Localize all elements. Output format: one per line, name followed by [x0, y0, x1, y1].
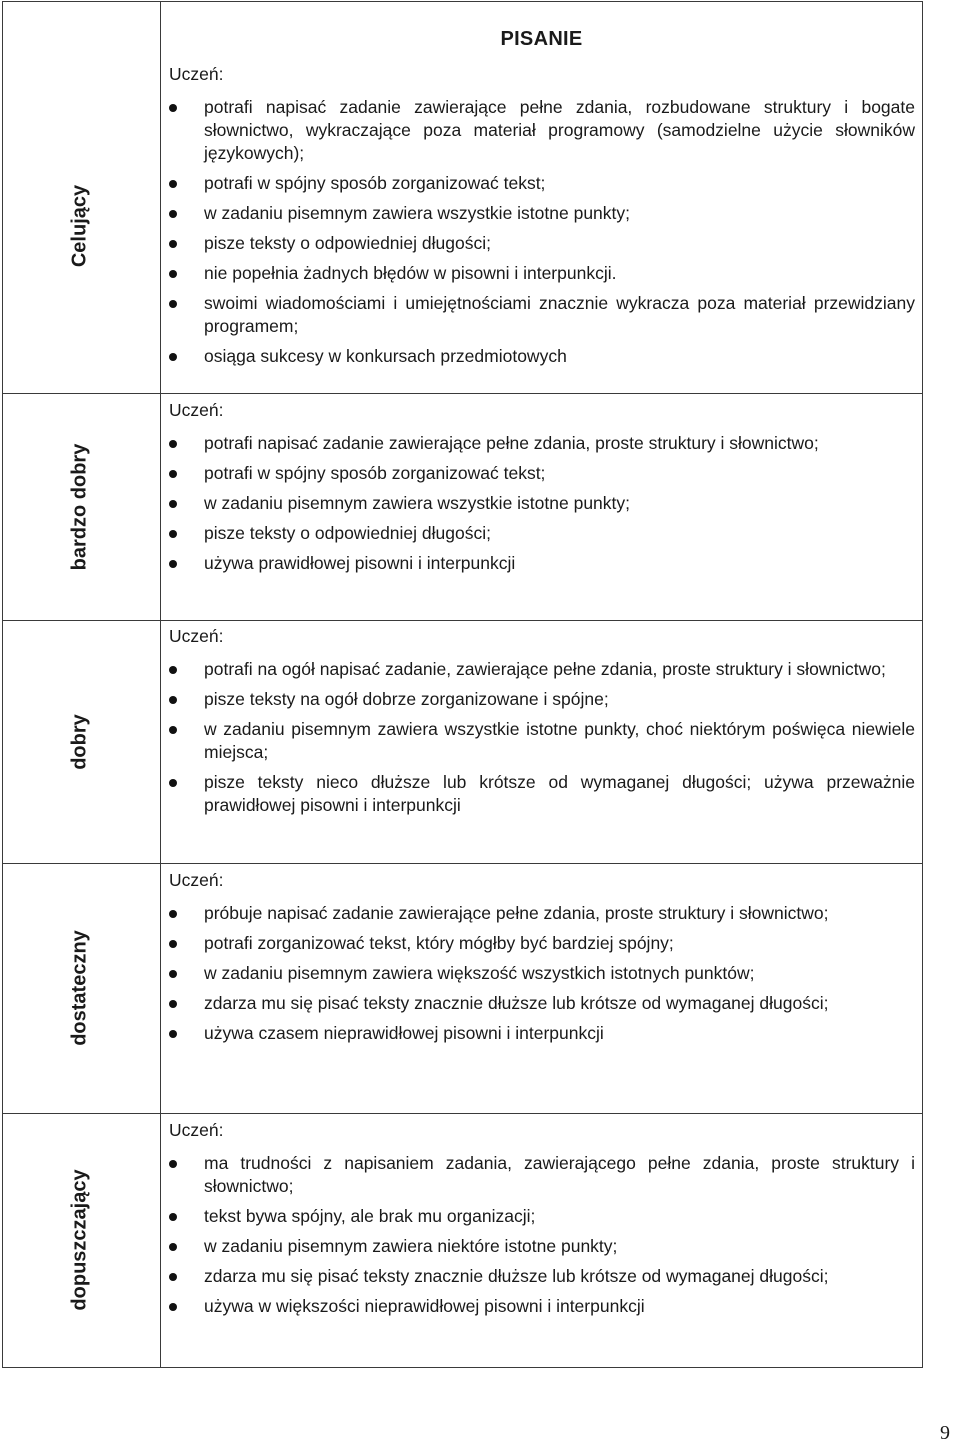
bullet-icon: [169, 500, 177, 508]
column-divider: [160, 1, 161, 1368]
criteria-bardzo-dobry: [169, 399, 915, 575]
bullet-icon: [169, 696, 177, 704]
list-item: potrafi w spójny sposób zorganizować tekst;: [169, 172, 915, 195]
bullet-icon: [169, 530, 177, 538]
criteria-dopuszczajacy: [169, 1119, 915, 1318]
row-divider: [2, 1113, 923, 1114]
page-number: 9: [940, 1422, 950, 1444]
bullet-icon: [169, 240, 177, 248]
list-item: osiąga sukcesy w konkursach przedmiotowych: [169, 345, 915, 368]
grade-label-dobry: dobry: [68, 714, 91, 770]
row-divider: [2, 863, 923, 864]
bullet-icon: [169, 666, 177, 674]
bullet-icon: [169, 353, 177, 361]
student-label: Uczeń:: [169, 626, 224, 646]
list-item: potrafi w spójny sposób zorganizować tekst;: [169, 462, 915, 485]
student-label: Uczeń:: [169, 1120, 224, 1140]
row-divider: [2, 393, 923, 394]
criteria-list: [169, 902, 915, 1045]
student-label: Uczeń:: [169, 400, 224, 420]
grade-label-celujacy: Celujący: [68, 184, 91, 268]
bullet-icon: [169, 970, 177, 978]
list-item: potrafi napisać zadanie zawierające pełne zdania, rozbudowane struktury i bogate słownictwo, wykraczające poza materiał programowy (samodzielne użycie słowników językowych);: [169, 96, 915, 165]
bullet-icon: [169, 104, 177, 112]
criteria-list: [169, 432, 915, 575]
list-item: potrafi napisać zadanie zawierające pełne zdania, proste struktury i słownictwo;: [169, 432, 915, 455]
list-item: używa prawidłowej pisowni i interpunkcji: [169, 552, 915, 575]
bullet-icon: [169, 1303, 177, 1311]
criteria-list: [169, 96, 915, 368]
bullet-icon: [169, 910, 177, 918]
list-item: pisze teksty o odpowiedniej długości;: [169, 522, 915, 545]
bullet-icon: [169, 210, 177, 218]
list-item: potrafi zorganizować tekst, który mógłby być bardziej spójny;: [169, 932, 915, 955]
bullet-icon: [169, 1273, 177, 1281]
bullet-icon: [169, 180, 177, 188]
bullet-icon: [169, 560, 177, 568]
list-item: w zadaniu pisemnym zawiera wszystkie istotne punkty;: [169, 492, 915, 515]
list-item: w zadaniu pisemnym zawiera wszystkie istotne punkty, choć niektórym poświęca niewiele miejsca;: [169, 718, 915, 764]
list-item: zdarza mu się pisać teksty znacznie dłuższe lub krótsze od wymaganej długości;: [169, 1265, 915, 1288]
bullet-icon: [169, 270, 177, 278]
bullet-icon: [169, 440, 177, 448]
list-item: pisze teksty na ogół dobrze zorganizowane i spójne;: [169, 688, 915, 711]
student-label: Uczeń:: [169, 870, 224, 890]
list-item: używa w większości nieprawidłowej pisowni i interpunkcji: [169, 1295, 915, 1318]
criteria-dostateczny: [169, 869, 915, 1045]
list-item: używa czasem nieprawidłowej pisowni i interpunkcji: [169, 1022, 915, 1045]
list-item: w zadaniu pisemnym zawiera wszystkie istotne punkty;: [169, 202, 915, 225]
bullet-icon: [169, 1243, 177, 1251]
list-item: nie popełnia żadnych błędów w pisowni i interpunkcji.: [169, 262, 915, 285]
bullet-icon: [169, 779, 177, 787]
list-item: pisze teksty nieco dłuższe lub krótsze od wymaganej długości; używa przeważnie prawidłowej pisowni i interpunkcji: [169, 771, 915, 817]
criteria-celujacy: [169, 63, 915, 368]
list-item: próbuje napisać zadanie zawierające pełne zdania, proste struktury i słownictwo;: [169, 902, 915, 925]
list-item: zdarza mu się pisać teksty znacznie dłuższe lub krótsze od wymaganej długości;: [169, 992, 915, 1015]
bullet-icon: [169, 470, 177, 478]
list-item: pisze teksty o odpowiedniej długości;: [169, 232, 915, 255]
list-item: swoimi wiadomościami i umiejętnościami znacznie wykracza poza materiał przewidziany programem;: [169, 292, 915, 338]
criteria-dobry: [169, 625, 915, 817]
grade-label-dopuszczajacy: dopuszczający: [68, 1169, 91, 1311]
bullet-icon: [169, 726, 177, 734]
student-label: Uczeń:: [169, 64, 224, 84]
list-item: tekst bywa spójny, ale brak mu organizacji;: [169, 1205, 915, 1228]
grade-label-dostateczny: dostateczny: [68, 930, 91, 1046]
bullet-icon: [169, 1030, 177, 1038]
list-item: potrafi na ogół napisać zadanie, zawierające pełne zdania, proste struktury i słownictwo;: [169, 658, 915, 681]
list-item: ma trudności z napisaniem zadania, zawierającego pełne zdania, proste struktury i słownictwo;: [169, 1152, 915, 1198]
grade-label-bardzo-dobry: bardzo dobry: [68, 443, 91, 571]
row-divider: [2, 620, 923, 621]
bullet-icon: [169, 1000, 177, 1008]
bullet-icon: [169, 940, 177, 948]
bullet-icon: [169, 300, 177, 308]
bullet-icon: [169, 1213, 177, 1221]
table-title: PISANIE: [500, 28, 583, 50]
bullet-icon: [169, 1160, 177, 1168]
list-item: w zadaniu pisemnym zawiera większość wszystkich istotnych punktów;: [169, 962, 915, 985]
criteria-list: [169, 1152, 915, 1318]
criteria-list: [169, 658, 915, 817]
list-item: w zadaniu pisemnym zawiera niektóre istotne punkty;: [169, 1235, 915, 1258]
